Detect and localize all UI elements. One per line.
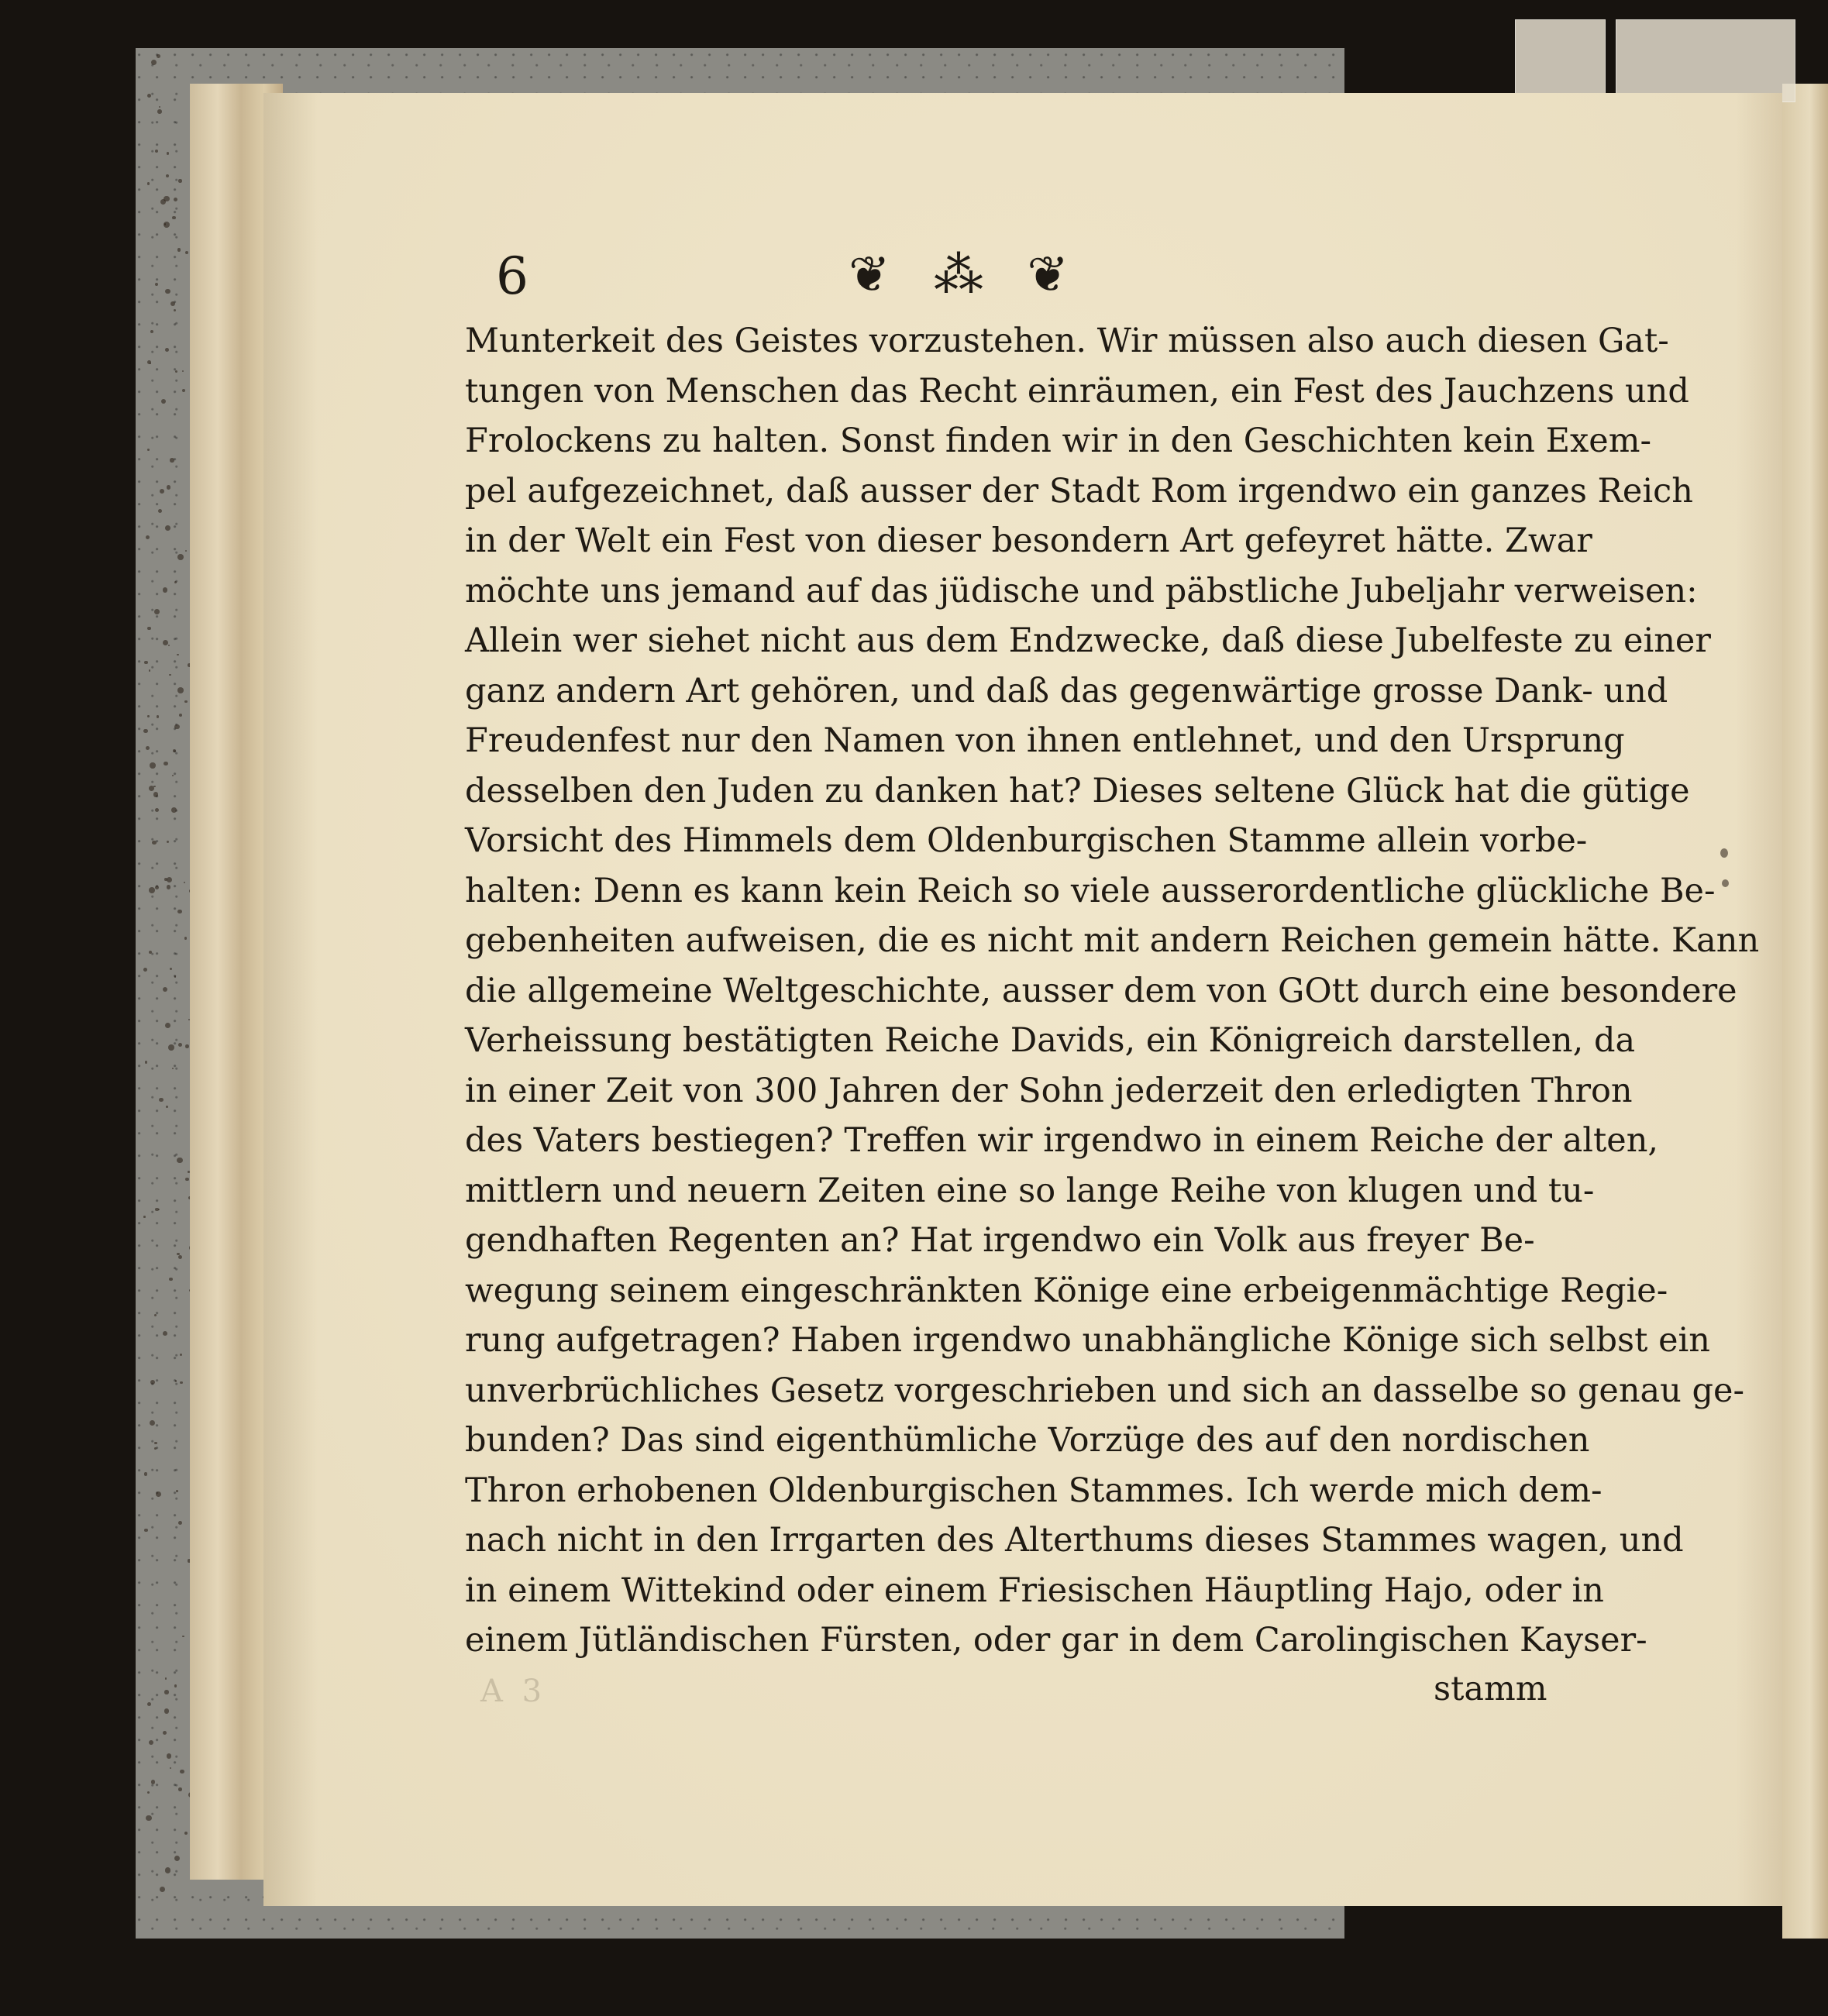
cover-speckle xyxy=(168,645,170,646)
cover-speckle xyxy=(144,661,147,664)
cover-speckle xyxy=(165,525,170,531)
text-line: bunden? Das sind eigenthümliche Vorzüge des auf den nordischen xyxy=(465,1421,1590,1460)
cover-speckle xyxy=(170,458,174,463)
cover-speckle xyxy=(159,1098,163,1102)
cover-speckle xyxy=(143,1216,146,1218)
cover-speckle xyxy=(147,627,151,631)
text-line: unverbrüchliches Gesetz vorgeschrieben und sich an dasselbe so genau ge- xyxy=(465,1371,1745,1410)
cover-speckle xyxy=(178,1255,182,1259)
cover-speckle xyxy=(150,1420,155,1426)
page-stain xyxy=(1722,879,1729,887)
cover-speckle xyxy=(167,885,170,889)
text-line: Allein wer siehet nicht aus dem Endzwecke, daß diese Jubelfeste zu einer xyxy=(465,621,1711,660)
cover-speckle xyxy=(154,1447,157,1450)
text-line: halten: Denn es kann kein Reich so viele ausserordentliche glückliche Be- xyxy=(465,871,1716,910)
text-line: in der Welt ein Fest von dieser besondern Art gefeyret hätte. Zwar xyxy=(465,521,1592,560)
cover-speckle xyxy=(165,348,169,352)
cover-speckle xyxy=(178,1787,182,1791)
cover-speckle xyxy=(149,1740,153,1745)
cover-speckle xyxy=(178,1043,182,1047)
text-line: Munterkeit des Geistes vorzustehen. Wir müssen also auch diesen Gat- xyxy=(465,322,1669,360)
cover-speckle xyxy=(154,609,160,614)
cover-speckle xyxy=(177,687,184,693)
binding-edge xyxy=(1782,84,1828,1939)
cover-speckle xyxy=(147,715,149,717)
cover-speckle xyxy=(150,762,156,769)
cover-speckle xyxy=(160,1887,165,1892)
cover-speckle xyxy=(164,878,167,881)
tape-strip xyxy=(1616,19,1795,102)
text-line: die allgemeine Weltgeschichte, ausser dem von GOtt durch eine besondere xyxy=(465,971,1737,1010)
text-line: möchte uns jemand auf das jüdische und päbstliche Jubeljahr verweisen: xyxy=(465,571,1698,611)
cover-speckle xyxy=(163,640,168,645)
cover-speckle xyxy=(174,1684,177,1687)
cover-speckle xyxy=(146,746,150,750)
text-line: in einem Wittekind oder einem Friesischen Häuptling Hajo, oder in xyxy=(465,1570,1604,1610)
text-line: gendhaften Regenten an? Hat irgendwo ein Volk aus freyer Be- xyxy=(465,1221,1535,1260)
text-line: tungen von Menschen das Recht einräumen, ein Fest des Jauchzens und xyxy=(465,371,1689,411)
cover-speckle xyxy=(167,152,170,155)
cover-speckle xyxy=(166,1106,168,1108)
cover-speckle xyxy=(164,762,167,765)
text-line: des Vaters bestiegen? Treffen wir irgendwo in einem Reiche der alten, xyxy=(465,1121,1659,1160)
cover-speckle xyxy=(157,109,162,114)
body-text xyxy=(465,316,1760,1666)
cover-speckle xyxy=(174,724,179,729)
page-number: 6 xyxy=(496,246,528,306)
cover-speckle xyxy=(144,1472,148,1476)
header-ornament: ❦ ⁂ ❦ xyxy=(849,246,1083,304)
page-stain xyxy=(1720,848,1728,858)
text-line: wegung seinem eingeschränkten Könige eine erbeigenmächtige Regie- xyxy=(465,1271,1668,1310)
tape-strip xyxy=(1515,19,1606,102)
cover-speckle xyxy=(155,808,159,812)
cover-speckle xyxy=(153,792,158,796)
cover-speckle xyxy=(175,1380,177,1381)
cover-speckle xyxy=(185,1044,189,1048)
catchword: stamm xyxy=(1434,1670,1547,1708)
cover-speckle xyxy=(165,1677,167,1680)
text-line: pel aufgezeichnet, daß ausser der Stadt Rom irgendwo ein ganzes Reich xyxy=(465,471,1693,511)
cover-speckle xyxy=(184,700,187,703)
text-line: rung aufgetragen? Haben irgendwo unabhängliche Könige sich selbst ein xyxy=(465,1321,1710,1360)
cover-speckle xyxy=(167,1753,171,1758)
text-line: gebenheiten aufweisen, die es nicht mit andern Reichen gemein hätte. Kann xyxy=(465,921,1760,960)
cover-speckle xyxy=(147,360,151,364)
cover-speckle xyxy=(150,330,153,333)
text-line: mittlern und neuern Zeiten eine so lange Reihe von klugen und tu- xyxy=(465,1171,1595,1210)
text-line: einem Jütländischen Fürsten, oder gar in dem Carolingischen Kayser- xyxy=(465,1621,1647,1660)
signature-mark: A 3 xyxy=(480,1674,547,1709)
text-line: Freudenfest nur den Namen von ihnen entlehnet, und den Ursprung xyxy=(465,721,1625,760)
cover-speckle xyxy=(185,550,187,552)
text-line: desselben den Juden zu danken hat? Dieses seltene Glück hat die gütige xyxy=(465,771,1690,810)
cover-speckle xyxy=(155,283,158,286)
cover-speckle xyxy=(175,370,177,373)
cover-speckle xyxy=(149,887,155,893)
text-line: Verheissung bestätigten Reiche Davids, ein Königreich darstellen, da xyxy=(465,1021,1636,1060)
cover-speckle xyxy=(163,1331,167,1336)
cover-speckle xyxy=(157,54,160,58)
cover-speckle xyxy=(143,968,147,972)
cover-speckle xyxy=(143,729,148,734)
cover-speckle xyxy=(169,1278,172,1281)
text-line: Frolockens zu halten. Sonst finden wir in den Geschichten kein Exem- xyxy=(465,421,1652,460)
cover-speckle xyxy=(168,1044,174,1051)
cover-speckle xyxy=(149,669,151,672)
text-line: nach nicht in den Irrgarten des Alterthums dieses Stammes wagen, und xyxy=(465,1521,1684,1560)
cover-speckle xyxy=(151,1780,156,1784)
cover-speckle xyxy=(155,886,159,889)
cover-speckle xyxy=(173,749,176,752)
cover-speckle xyxy=(177,248,181,252)
cover-speckle xyxy=(164,1708,169,1713)
text-line: Vorsicht des Himmels dem Oldenburgischen Stamme allein vorbe- xyxy=(465,821,1588,860)
cover-speckle xyxy=(174,975,177,978)
cover-speckle xyxy=(144,1529,148,1533)
cover-speckle xyxy=(147,1791,150,1794)
cover-speckle xyxy=(170,968,172,970)
cover-speckle xyxy=(164,1690,169,1694)
text-line: in einer Zeit von 300 Jahren der Sohn jederzeit den erledigten Thron xyxy=(465,1071,1633,1110)
text-line: Thron erhobenen Oldenburgischen Stammes. Ich werde mich dem- xyxy=(465,1471,1603,1510)
text-line: ganz andern Art gehören, und daß das gegenwärtige grosse Dank- und xyxy=(465,671,1668,710)
cover-speckle xyxy=(176,1490,178,1492)
cover-speckle xyxy=(182,389,185,392)
cover-speckle xyxy=(167,877,172,882)
cover-speckle xyxy=(177,1253,180,1256)
cover-speckle xyxy=(165,1867,170,1873)
cover-speckle xyxy=(178,179,181,182)
cover-speckle xyxy=(147,182,150,184)
cover-speckle xyxy=(171,807,177,813)
cover-speckle xyxy=(180,1770,184,1773)
cover-speckle xyxy=(152,841,156,845)
